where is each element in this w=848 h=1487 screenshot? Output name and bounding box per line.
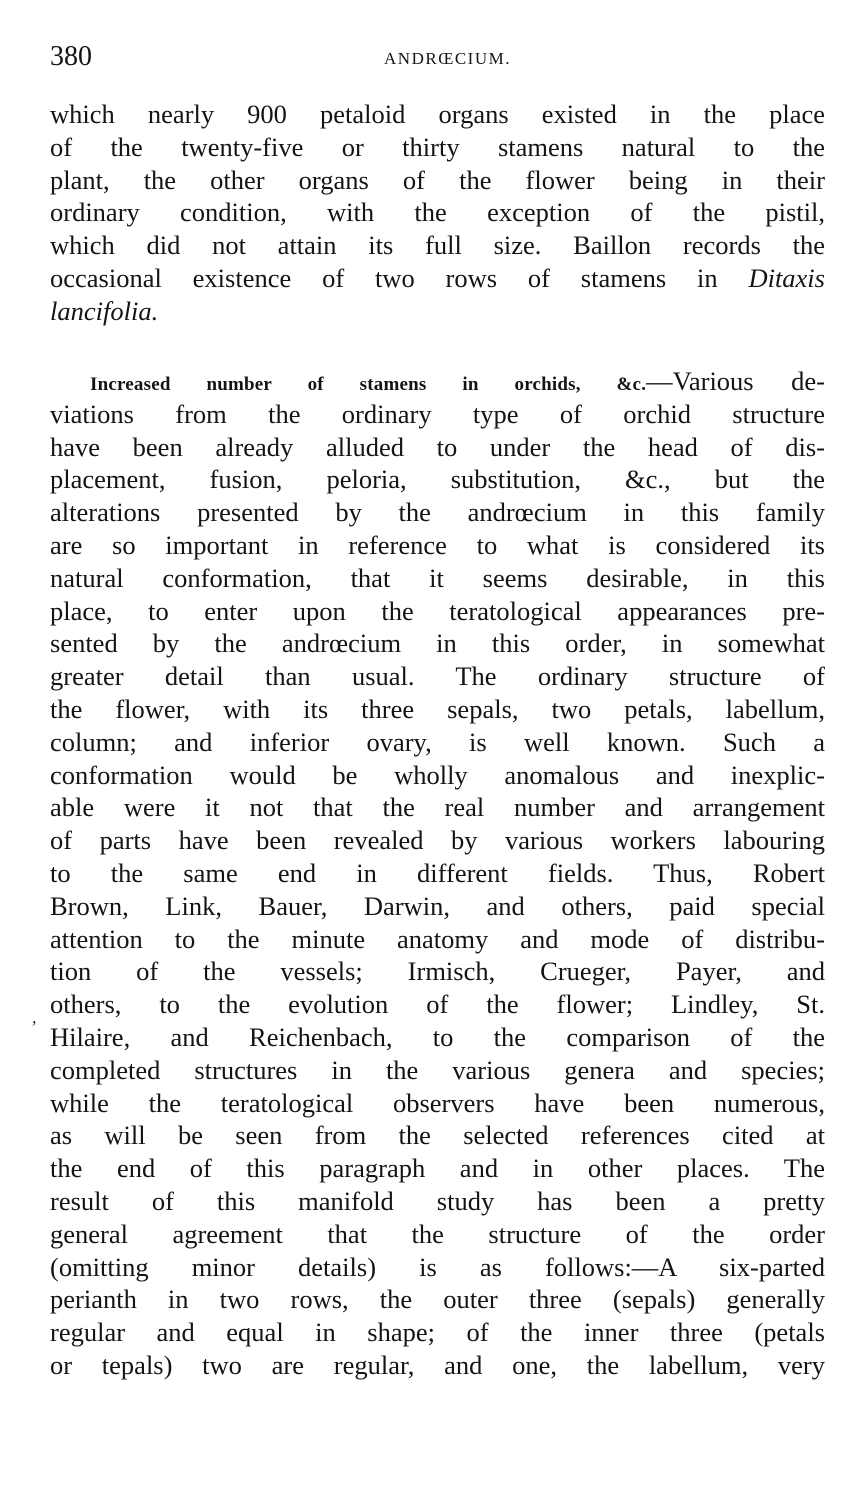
text-line: which did not attain its full size. Baillon records the	[50, 230, 825, 261]
text-line: sented by the andrœcium in this order, in somewhat	[50, 628, 825, 659]
paragraph-continuation	[50, 98, 825, 328]
text-fragment: occasional existence of two rows of stamens in	[50, 262, 718, 293]
text-line: alterations presented by the andrœcium in this family	[50, 497, 825, 528]
text-line: as will be seen from the selected references cited at	[50, 1120, 825, 1151]
text-line: others, to the evolution of the flower; Lindley, St.	[50, 989, 825, 1020]
text-line: column; and inferior ovary, is well known. Such a	[50, 726, 825, 757]
text-line: plant, the other organs of the flower being in their	[50, 164, 825, 195]
text-line: to the same end in different fields. Thus, Robert	[50, 857, 825, 888]
text-line: Hilaire, and Reichenbach, to the comparison of the	[50, 1021, 825, 1052]
text-line: completed structures in the various genera and species;	[50, 1054, 825, 1085]
text-line: have been already alluded to under the head of dis-	[50, 431, 825, 462]
paragraph-orchids	[50, 365, 825, 1382]
italic-genus-name: Ditaxis	[748, 262, 825, 293]
running-title: ANDRŒCIUM.	[384, 49, 511, 68]
text-line: which nearly 900 petaloid organs existed in the place	[50, 99, 825, 129]
text-line: regular and equal in shape; of the inner three (petals	[50, 1317, 825, 1348]
text-line: while the teratological observers have been numerous,	[50, 1087, 825, 1118]
text-line: conformation would be wholly anomalous and inexplic-	[50, 759, 825, 790]
text-line: natural conformation, that it seems desirable, in this	[50, 562, 825, 593]
text-line: perianth in two rows, the outer three (sepals) generally	[50, 1284, 825, 1315]
paragraph-heading: Increased number of stamens in orchids, &c.	[90, 374, 647, 395]
text-line-with-italic	[50, 262, 825, 295]
text-line: tion of the vessels; Irmisch, Crueger, Payer, and	[50, 956, 825, 987]
page-number: 380	[50, 41, 92, 72]
text-line: viations from the ordinary type of orchid structure	[50, 398, 825, 429]
text-line: general agreement that the structure of the order	[50, 1218, 825, 1249]
text-line: result of this manifold study has been a pretty	[50, 1185, 825, 1216]
stray-ink-mark: ,	[32, 1007, 37, 1027]
text-line: able were it not that the real number and arrangement	[50, 792, 825, 823]
text-fragment: —Various de-	[646, 366, 825, 396]
text-line: are so important in reference to what is considered its	[50, 529, 825, 560]
text-line: greater detail than usual. The ordinary structure of	[50, 661, 825, 692]
text-line: of parts have been revealed by various workers labouring	[50, 825, 825, 856]
text-line: the end of this paragraph and in other places. The	[50, 1153, 825, 1184]
text-line: place, to enter upon the teratological appearances pre-	[50, 595, 825, 626]
text-line: Brown, Link, Bauer, Darwin, and others, paid special	[50, 890, 825, 921]
text-line: (omitting minor details) is as follows:—A six-parted	[50, 1251, 825, 1282]
text-line: or tepals) two are regular, and one, the labellum, very	[50, 1349, 825, 1380]
italic-species-name: lancifolia.	[50, 295, 159, 326]
text-line: ordinary condition, with the exception of the pistil,	[50, 197, 825, 228]
text-line: placement, fusion, peloria, substitution, &c., but the	[50, 464, 825, 495]
text-line: the flower, with its three sepals, two petals, labellum,	[50, 693, 825, 724]
text-line: attention to the minute anatomy and mode of distribu-	[50, 923, 825, 954]
running-head	[50, 40, 825, 74]
paragraph-heading-line	[50, 365, 825, 398]
text-line: of the twenty-five or thirty stamens natural to the	[50, 131, 825, 162]
